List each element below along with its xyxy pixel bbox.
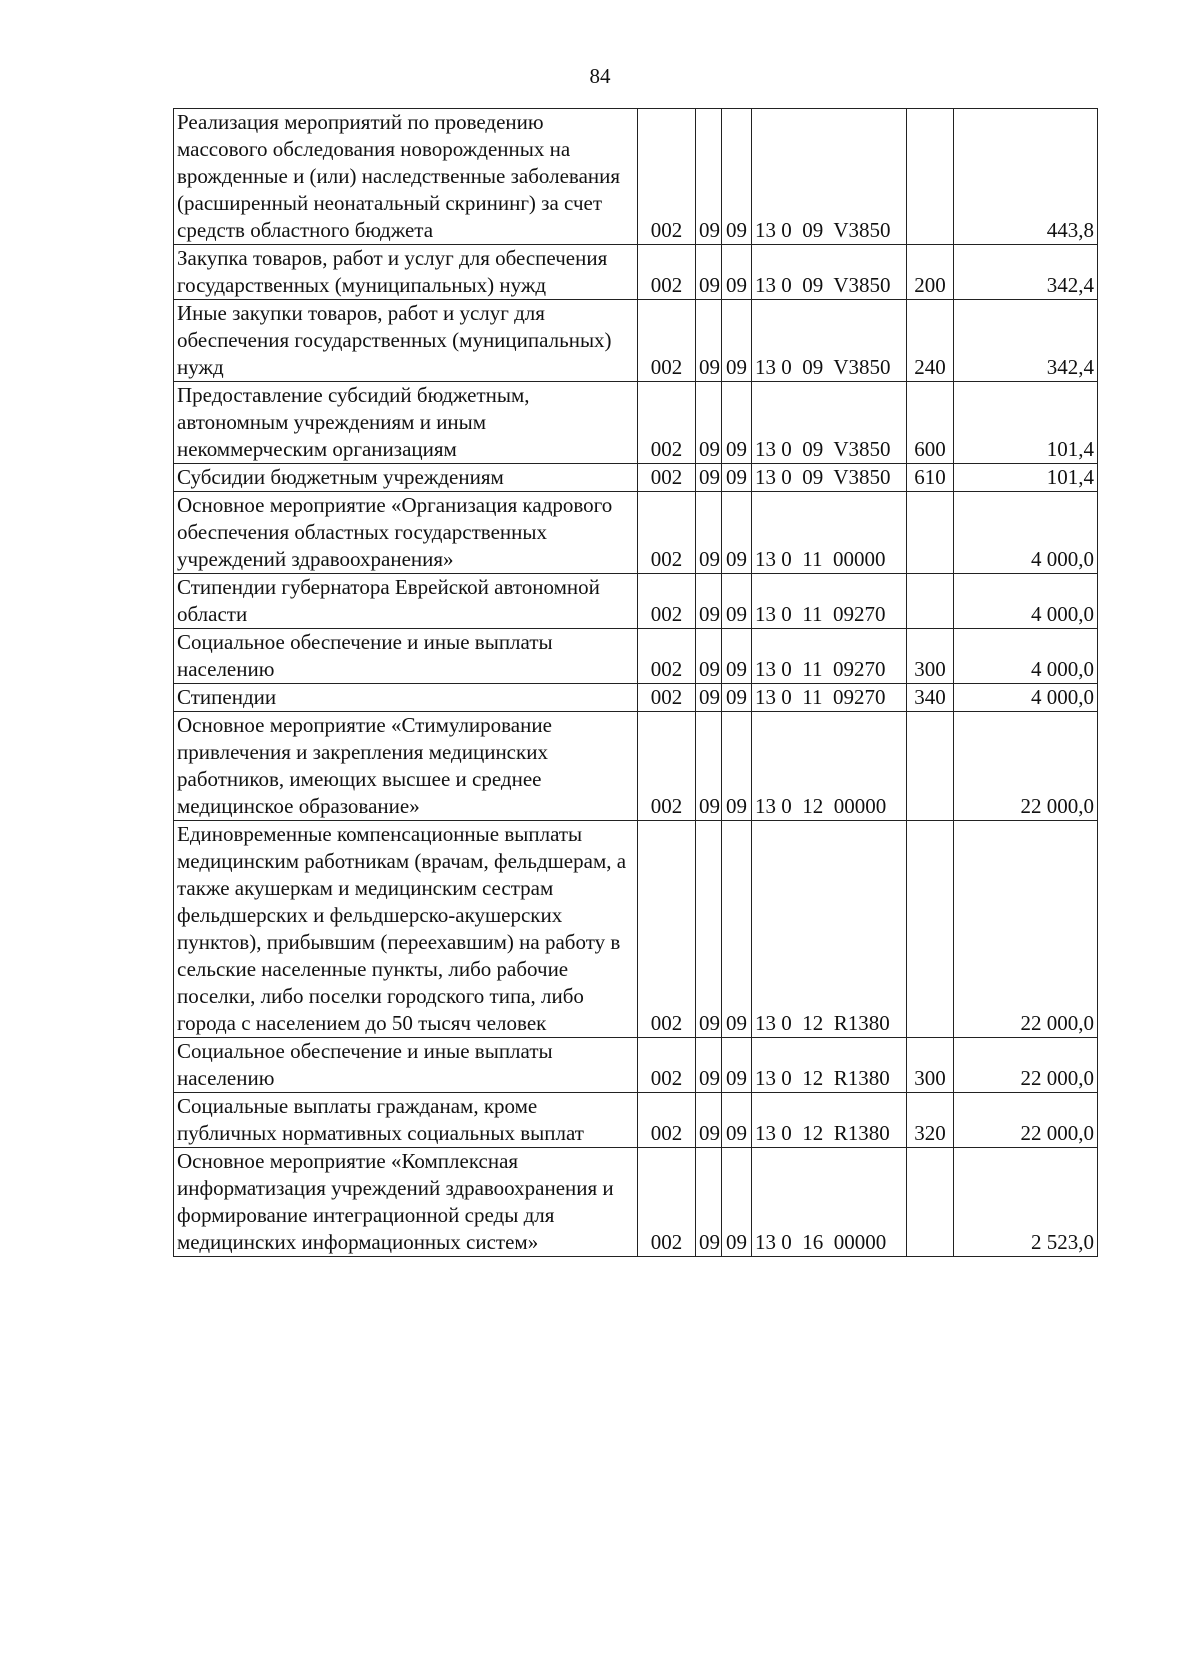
section-code-cell: 09 [696,464,722,492]
section-code-cell: 09 [696,1093,722,1148]
expense-type-cell [907,492,954,574]
table-row [174,1038,1098,1093]
subsection-code-cell: 09 [722,1038,752,1093]
target-article-cell: 13 0 09 V3850 [752,382,907,464]
ministry-code-cell: 002 [638,821,696,1038]
section-code-cell: 09 [696,109,722,245]
subsection-code-cell: 09 [722,464,752,492]
amount-cell: 22 000,0 [954,821,1098,1038]
expense-type-cell: 200 [907,245,954,300]
ministry-code-cell: 002 [638,712,696,821]
target-article-cell: 13 0 09 V3850 [752,109,907,245]
expense-type-cell [907,1148,954,1257]
expense-type-cell: 240 [907,300,954,382]
table-row [174,300,1098,382]
target-article-cell: 13 0 12 00000 [752,712,907,821]
target-article-cell: 13 0 11 09270 [752,684,907,712]
budget-table-body [174,109,1098,1257]
target-article-cell: 13 0 09 V3850 [752,245,907,300]
table-row [174,712,1098,821]
section-code-cell: 09 [696,712,722,821]
ministry-code-cell: 002 [638,300,696,382]
expense-type-cell [907,574,954,629]
section-code-cell: 09 [696,684,722,712]
section-code-cell: 09 [696,821,722,1038]
subsection-code-cell: 09 [722,712,752,821]
table-row [174,1148,1098,1257]
expense-type-cell: 300 [907,1038,954,1093]
target-article-cell: 13 0 12 R1380 [752,1038,907,1093]
section-code-cell: 09 [696,382,722,464]
section-code-cell: 09 [696,492,722,574]
subsection-code-cell: 09 [722,821,752,1038]
subsection-code-cell: 09 [722,492,752,574]
table-row [174,245,1098,300]
row-name-cell: Реализация мероприятий по проведению массового обследования новорожденных на врожденные и (или) наследственные заболевания (расширенный неонатальный скрининг) за счет средств областного бюджета [174,109,638,245]
ministry-code-cell: 002 [638,382,696,464]
table-row [174,464,1098,492]
page-number: 84 [589,64,611,88]
target-article-cell: 13 0 11 09270 [752,629,907,684]
target-article-cell: 13 0 09 V3850 [752,300,907,382]
amount-cell: 443,8 [954,109,1098,245]
section-code-cell: 09 [696,574,722,629]
subsection-code-cell: 09 [722,382,752,464]
target-article-cell: 13 0 16 00000 [752,1148,907,1257]
row-name-cell: Социальные выплаты гражданам, кроме публичных нормативных социальных выплат [174,1093,638,1148]
target-article-cell: 13 0 12 R1380 [752,821,907,1038]
row-name-cell: Закупка товаров, работ и услуг для обеспечения государственных (муниципальных) нужд [174,245,638,300]
row-name-cell: Субсидии бюджетным учреждениям [174,464,638,492]
table-row [174,821,1098,1038]
subsection-code-cell: 09 [722,1093,752,1148]
table-row [174,1093,1098,1148]
target-article-cell: 13 0 11 00000 [752,492,907,574]
table-row [174,109,1098,245]
subsection-code-cell: 09 [722,245,752,300]
ministry-code-cell: 002 [638,245,696,300]
row-name-cell: Предоставление субсидий бюджетным, автономным учреждениям и иным некоммерческим организациям [174,382,638,464]
amount-cell: 2 523,0 [954,1148,1098,1257]
table-row [174,492,1098,574]
amount-cell: 101,4 [954,464,1098,492]
subsection-code-cell: 09 [722,629,752,684]
row-name-cell: Стипендии [174,684,638,712]
expense-type-cell: 600 [907,382,954,464]
row-name-cell: Основное мероприятие «Комплексная информатизация учреждений здравоохранения и формирование интеграционной среды для медицинских информационных систем» [174,1148,638,1257]
subsection-code-cell: 09 [722,574,752,629]
subsection-code-cell: 09 [722,1148,752,1257]
section-code-cell: 09 [696,245,722,300]
table-row [174,684,1098,712]
expense-type-cell: 340 [907,684,954,712]
row-name-cell: Основное мероприятие «Стимулирование привлечения и закрепления медицинских работников, имеющих высшее и среднее медицинское образование» [174,712,638,821]
section-code-cell: 09 [696,629,722,684]
amount-cell: 22 000,0 [954,1038,1098,1093]
expense-type-cell: 610 [907,464,954,492]
ministry-code-cell: 002 [638,1148,696,1257]
table-row [174,382,1098,464]
row-name-cell: Социальное обеспечение и иные выплаты населению [174,1038,638,1093]
amount-cell: 4 000,0 [954,492,1098,574]
ministry-code-cell: 002 [638,492,696,574]
expense-type-cell: 300 [907,629,954,684]
target-article-cell: 13 0 11 09270 [752,574,907,629]
section-code-cell: 09 [696,1038,722,1093]
row-name-cell: Единовременные компенсационные выплаты медицинским работникам (врачам, фельдшерам, а также акушеркам и медицинским сестрам фельдшерских и фельдшерско-акушерских пунктов), прибывшим (переехавшим) на работу в сельские населенные пункты, либо рабочие поселки, либо поселки городского типа, либо города с населением до 50 тысяч человек [174,821,638,1038]
row-name-cell: Стипендии губернатора Еврейской автономной области [174,574,638,629]
table-row [174,574,1098,629]
section-code-cell: 09 [696,1148,722,1257]
ministry-code-cell: 002 [638,464,696,492]
target-article-cell: 13 0 09 V3850 [752,464,907,492]
ministry-code-cell: 002 [638,629,696,684]
expense-type-cell [907,109,954,245]
subsection-code-cell: 09 [722,109,752,245]
table-row [174,629,1098,684]
subsection-code-cell: 09 [722,300,752,382]
row-name-cell: Социальное обеспечение и иные выплаты населению [174,629,638,684]
expense-type-cell [907,712,954,821]
expense-type-cell [907,821,954,1038]
subsection-code-cell: 09 [722,684,752,712]
ministry-code-cell: 002 [638,109,696,245]
ministry-code-cell: 002 [638,574,696,629]
amount-cell: 4 000,0 [954,574,1098,629]
ministry-code-cell: 002 [638,1093,696,1148]
ministry-code-cell: 002 [638,684,696,712]
row-name-cell: Основное мероприятие «Организация кадрового обеспечения областных государственных учреждений здравоохранения» [174,492,638,574]
ministry-code-cell: 002 [638,1038,696,1093]
budget-table [173,108,1098,1257]
amount-cell: 342,4 [954,245,1098,300]
amount-cell: 342,4 [954,300,1098,382]
amount-cell: 22 000,0 [954,1093,1098,1148]
target-article-cell: 13 0 12 R1380 [752,1093,907,1148]
row-name-cell: Иные закупки товаров, работ и услуг для обеспечения государственных (муниципальных) нужд [174,300,638,382]
amount-cell: 101,4 [954,382,1098,464]
amount-cell: 22 000,0 [954,712,1098,821]
expense-type-cell: 320 [907,1093,954,1148]
section-code-cell: 09 [696,300,722,382]
amount-cell: 4 000,0 [954,629,1098,684]
amount-cell: 4 000,0 [954,684,1098,712]
